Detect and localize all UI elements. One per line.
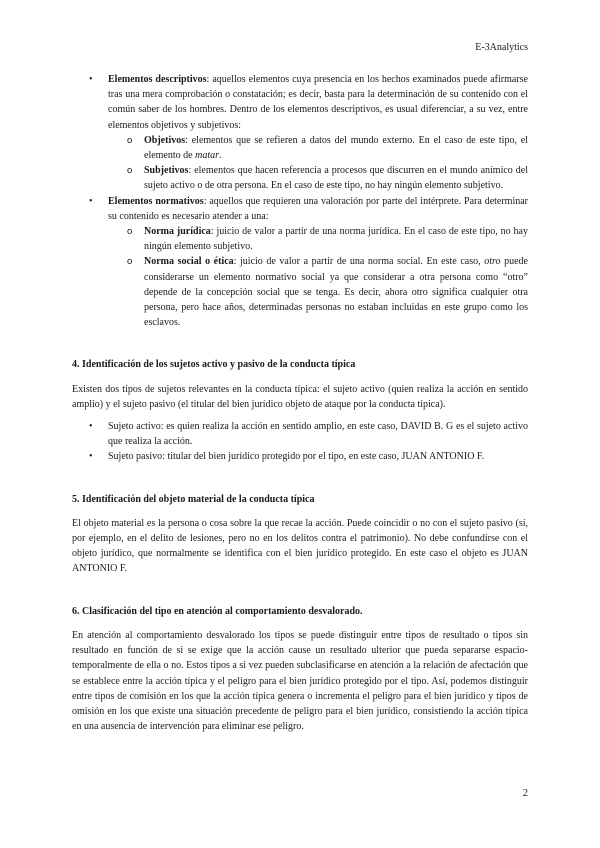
text-normativos: : aquellos que requieren una valoración por parte del intérprete. Para determinar su contenido es necesario atender a una: bbox=[108, 195, 529, 222]
term-norma-social: Norma social o ética bbox=[144, 256, 234, 268]
normativos-sublist bbox=[108, 224, 528, 330]
text-norma-social-end: puede considerarse un elemento normativo social ya que considerar a otra persona como “otro” depende de la concepción social que se tenga. Es decir, ahora otro significa cualquier otra persona, pero hace años, determinadas personas no estaban incluidas en este grupo como los esclavos. bbox=[144, 256, 528, 329]
sub-item-norma-social bbox=[108, 254, 528, 330]
subjects-list bbox=[72, 419, 528, 465]
circle-bullet-icon: o bbox=[127, 256, 133, 268]
section-4-heading: 4. Identificación de los sujetos activo y pasivo de la conducta típica bbox=[72, 359, 356, 371]
list-item-sujeto-activo bbox=[72, 419, 528, 449]
section-5-heading: 5. Identificación del objeto material de la conducta típica bbox=[72, 493, 315, 505]
sujeto-activo-text: Sujeto activo: es quien realiza la acción en sentido amplio, en este caso, DAVID B. G es el sujeto activo que realiza la acción. bbox=[108, 421, 528, 448]
term-norma-juridica: Norma jurídica bbox=[144, 226, 211, 238]
text-descriptivos: : aquellos elementos cuya presencia en los hechos examinados puede afirmarse tras una mera comprobación o constatación; es decir, basta para la determinación de su contenido con el común saber de los hombres. Dentro de los elementos descriptivos, es usual diferenciar, a su vez, entre elementos objetivos y subjetivos: bbox=[108, 74, 528, 131]
term-normativos: Elementos normativos bbox=[108, 195, 204, 207]
list-item-descriptivos bbox=[72, 72, 528, 194]
text-norma-social: : juicio de valor a partir de una norma social. En este caso, bbox=[233, 256, 485, 268]
section-4-intro: Existen dos tipos de sujetos relevantes en la conducta típica: el sujeto activo (quien realiza la acción en sentido amplio) y el sujeto pasivo (el titular del bien jurídico objeto de ataque por la conducta típica). bbox=[72, 383, 528, 410]
sujeto-pasivo-text: Sujeto pasivo: titular del bien jurídico protegido por el tipo, en este caso, JUAN ANTONIO F. bbox=[108, 451, 485, 463]
term-subjetivos: Subjetivos bbox=[144, 165, 189, 177]
em-otro: otro bbox=[484, 256, 501, 268]
text-objetivos: : elementos que se refieren a datos del mundo externo. En el caso de este tipo, el elemento de bbox=[144, 134, 528, 162]
sub-item-norma-juridica bbox=[108, 224, 528, 254]
circle-bullet-icon: o bbox=[127, 134, 133, 146]
sub-item-subjetivos bbox=[108, 163, 528, 193]
circle-bullet-icon: o bbox=[127, 165, 133, 177]
text-objetivos-end: . bbox=[219, 150, 222, 162]
term-descriptivos: Elementos descriptivos bbox=[108, 74, 207, 85]
bullet-icon: • bbox=[89, 451, 93, 463]
term-objetivos: Objetivos bbox=[144, 134, 186, 146]
document-body bbox=[72, 72, 528, 734]
text-norma-juridica: : juicio de valor a partir de una norma jurídica. En el caso de este tipo, no hay ningún elemento subjetivo. bbox=[144, 226, 528, 253]
bullet-icon: • bbox=[89, 421, 93, 433]
elements-list bbox=[72, 72, 528, 330]
circle-bullet-icon: o bbox=[127, 226, 133, 238]
page-number: 2 bbox=[522, 788, 528, 799]
em-matar: matar bbox=[195, 150, 219, 162]
section-6-text: En atención al comportamiento desvalorado los tipos se puede distinguir entre tipos de resultado o tipos sin resultado en función de si se exige que la acción cause un resultado ulterior que pueda separarse espacio-temporalmente de ella o no. Estos tipos a si vez pueden subclasificarse en atención a la relación de afectación que se establece entre la acción típica y el peligro para el bien jurídico protegido por el tipo. Así, podemos distinguir entre tipos de comisión en los que la acción típica genera o incrementa el peligro para el bien jurídico y tipos de omisión en los que existe una situación precedente de peligro para el bien jurídico, consistiendo la acción típica en una ausencia de intervención para eliminar ese peligro. bbox=[72, 629, 528, 733]
list-item-sujeto-pasivo bbox=[72, 449, 528, 464]
section-6-heading: 6. Clasificación del tipo en atención al comportamiento desvalorado. bbox=[72, 605, 363, 617]
text-subjetivos: : elementos que hacen referencia a procesos que discurren en el mundo anímico del sujeto activo o de otra persona. En el caso de este tipo, no hay ningún elemento subjetivo. bbox=[144, 165, 528, 192]
descriptivos-sublist bbox=[108, 133, 528, 194]
page-header-brand: E-3Analytics bbox=[475, 42, 528, 53]
sub-item-objetivos bbox=[108, 133, 528, 163]
section-5-text: El objeto material es la persona o cosa sobre la que recae la acción. Puede coincidir o no con el sujeto pasivo (sí, por ejemplo, en el delito de lesiones, pero no en los delitos contra el patrimonio). No debe confundirse con el objeto jurídico, que normalmente se identifica con el bien jurídico protegido. En este caso el objeto es JUAN ANTONIO F. bbox=[72, 517, 528, 575]
bullet-icon: • bbox=[89, 74, 93, 85]
bullet-icon: • bbox=[89, 195, 93, 207]
list-item-normativos bbox=[72, 194, 528, 331]
